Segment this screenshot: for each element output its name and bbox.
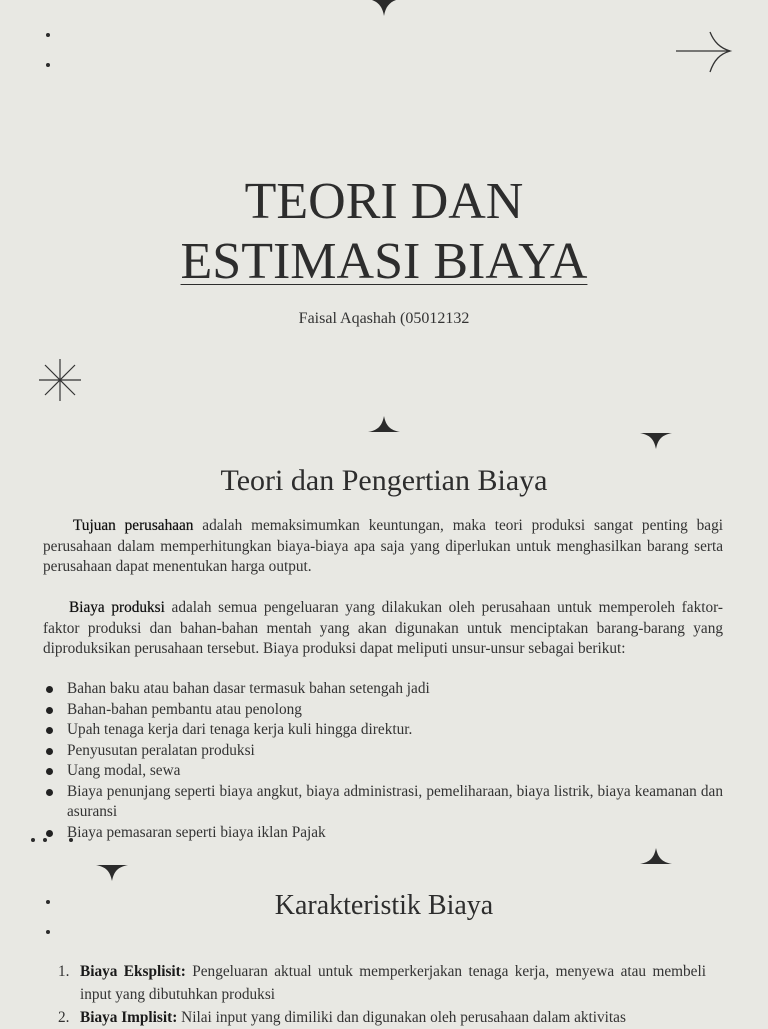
sparkle-icon [96, 864, 128, 884]
list-item: Biaya penunjang seperti biaya angkut, biaya administrasi, pemeliharaan, biaya listrik, biaya keamanan dan asuransi [43, 782, 723, 823]
paragraph-lead: Tujuan perusahaan [73, 517, 194, 534]
list-item: Upah tenaga kerja dari tenaga kerja kuli hingga direktur. [43, 720, 723, 741]
list-item [58, 960, 706, 1006]
sparkle-icon [364, 0, 404, 16]
title-line-1: TEORI DAN [244, 173, 524, 230]
list-item: Uang modal, sewa [43, 761, 723, 782]
title-line-2: ESTIMASI BIAYA [180, 233, 588, 290]
paragraph-text: adalah memaksimumkan keuntungan, maka teori produksi sangat penting bagi perusahaan dalam memperhitungkan biaya-biaya apa saja yang diperlukan untuk menghasilkan barang serta perusahaan dapat menentukan harga output. [43, 517, 723, 575]
page-title [0, 172, 768, 292]
author: Faisal Aqashah (05012132 [298, 310, 470, 327]
section-heading: Karakteristik Biaya [274, 890, 494, 921]
bullet-list [43, 679, 723, 843]
section-heading: Teori dan Pengertian Biaya [220, 464, 548, 497]
item-text: Nilai input yang dimiliki dan digunakan oleh perusahaan dalam aktivitas [177, 1009, 626, 1026]
list-item: Bahan-bahan pembantu atau penolong [43, 700, 723, 721]
asterisk-icon [38, 358, 82, 402]
item-lead: Biaya Implisit: [80, 1009, 178, 1026]
paragraph [43, 516, 723, 578]
item-text: Pengeluaran aktual untuk memperkerjakan tenaga kerja, menyewa atau membeli input yang dibutuhkan produksi [80, 963, 706, 1003]
list-item: Penyusutan peralatan produksi [43, 741, 723, 762]
sparkle-icon [368, 414, 400, 434]
list-item [58, 1006, 706, 1029]
paragraph-text: adalah semua pengeluaran yang dilakukan oleh perusahaan untuk memperoleh faktor-faktor produksi dan bahan-bahan mentah yang akan digunakan untuk menciptakan barang-barang yang diproduksikan perusahaan tersebut. Biaya produksi dapat meliputi unsur-unsur sebagai berikut: [43, 599, 723, 657]
numbered-list [58, 960, 706, 1029]
dot-icon [46, 33, 50, 93]
list-number: 1. [58, 963, 70, 980]
list-item: Biaya pemasaran seperti biaya iklan Pajak [43, 823, 723, 844]
paragraph [43, 598, 723, 660]
list-number: 2. [58, 1009, 70, 1026]
sparkle-icon [640, 432, 672, 452]
arrow-right-icon [674, 30, 734, 74]
paragraph-lead: Biaya produksi [69, 599, 165, 616]
list-item: Bahan baku atau bahan dasar termasuk bahan setengah jadi [43, 679, 723, 700]
item-lead: Biaya Eksplisit: [80, 963, 186, 980]
sparkle-icon [640, 846, 672, 866]
